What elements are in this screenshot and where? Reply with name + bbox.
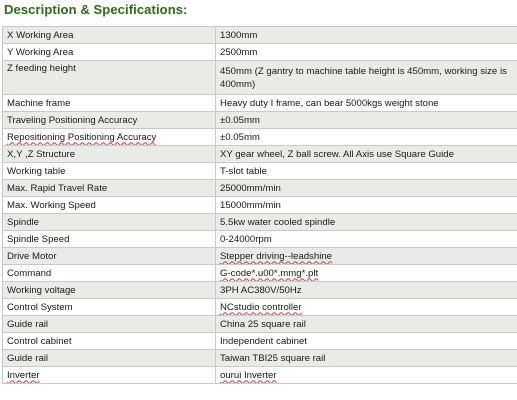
- table-row: [3, 248, 517, 265]
- spec-label: Traveling Positioning Accuracy: [3, 112, 216, 129]
- spec-label: Working voltage: [3, 282, 216, 299]
- table-row: [3, 214, 517, 231]
- table-row: [3, 265, 517, 282]
- spec-value: China 25 square rail: [216, 316, 517, 333]
- table-row: [3, 350, 517, 367]
- spec-value: ±0.05mm: [216, 112, 517, 129]
- spec-label: Spindle: [3, 214, 216, 231]
- spec-label-text: Inverter: [7, 369, 40, 381]
- spec-value: 1300mm: [216, 27, 517, 44]
- table-row: [3, 112, 517, 129]
- spec-value-text: ourui Inverter: [220, 369, 277, 381]
- table-row: [3, 231, 517, 248]
- spec-label: Control System: [3, 299, 216, 316]
- spec-label: X Working Area: [3, 27, 216, 44]
- spec-value: [216, 299, 517, 316]
- spec-value: Independent cabinet: [216, 333, 517, 350]
- page-heading: Description & Specifications:: [4, 2, 188, 17]
- table-row: [3, 27, 517, 44]
- spec-value: 0-24000rpm: [216, 231, 517, 248]
- spec-label: Max. Working Speed: [3, 197, 216, 214]
- spec-label: Y Working Area: [3, 44, 216, 61]
- table-row: [3, 180, 517, 197]
- spec-label: X,Y ,Z Structure: [3, 146, 216, 163]
- spec-value: [216, 265, 517, 282]
- spec-value: XY gear wheel, Z ball screw. All Axis use Square Guide: [216, 146, 517, 163]
- spec-label: Guide rail: [3, 316, 216, 333]
- spec-label: Spindle Speed: [3, 231, 216, 248]
- table-row: [3, 95, 517, 112]
- table-row: [3, 367, 517, 384]
- spec-label-text: Repositioning Positioning Accuracy: [7, 131, 157, 143]
- table-row: [3, 163, 517, 180]
- spec-label: [3, 367, 216, 384]
- spec-value: Taiwan TBI25 square rail: [216, 350, 517, 367]
- spec-table: [2, 26, 517, 384]
- spec-value: ±0.05mm: [216, 129, 517, 146]
- table-row: [3, 146, 517, 163]
- spec-label: Working table: [3, 163, 216, 180]
- spec-value: 25000mm/min: [216, 180, 517, 197]
- table-row: [3, 61, 517, 95]
- table-row: [3, 282, 517, 299]
- spec-label: Machine frame: [3, 95, 216, 112]
- spec-value-text: G-code*.u00*.mmg*.plt: [220, 267, 319, 279]
- spec-value: 5.5kw water cooled spindle: [216, 214, 517, 231]
- spec-label: Max. Rapid Travel Rate: [3, 180, 216, 197]
- table-row: [3, 129, 517, 146]
- spec-value: [216, 248, 517, 265]
- spec-value: [216, 367, 517, 384]
- spec-value: 2500mm: [216, 44, 517, 61]
- spec-label: [3, 129, 216, 146]
- spec-value: T-slot table: [216, 163, 517, 180]
- spec-label: Command: [3, 265, 216, 282]
- table-row: [3, 299, 517, 316]
- spec-value: 450mm (Z gantry to machine table height is 450mm, working size is 400mm): [216, 61, 517, 95]
- spec-label: Guide rail: [3, 350, 216, 367]
- table-row: [3, 197, 517, 214]
- spec-value-text: Stepper driving--leadshine: [220, 250, 332, 262]
- spec-label: Drive Motor: [3, 248, 216, 265]
- table-row: [3, 333, 517, 350]
- spec-value-text: NCstudio controller: [220, 301, 302, 313]
- spec-value: 15000mm/min: [216, 197, 517, 214]
- spec-value: 3PH AC380V/50Hz: [216, 282, 517, 299]
- spec-label: Z feeding height: [3, 61, 216, 95]
- spec-label: Control cabinet: [3, 333, 216, 350]
- spec-value: Heavy duty I frame, can bear 5000kgs weight stone: [216, 95, 517, 112]
- table-row: [3, 316, 517, 333]
- table-row: [3, 44, 517, 61]
